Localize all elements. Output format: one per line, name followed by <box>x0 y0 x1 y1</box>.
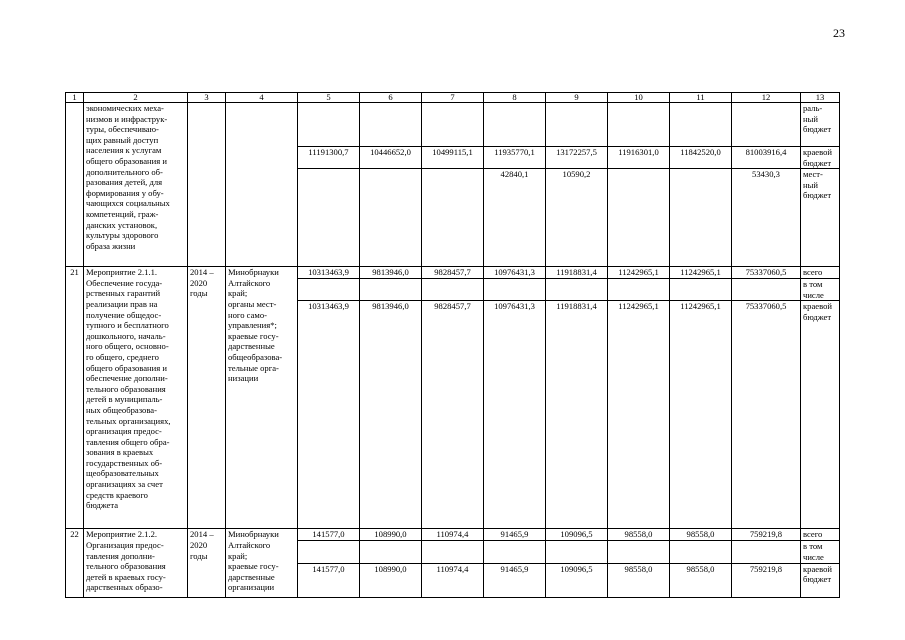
value-cell <box>422 103 484 147</box>
value-cell: 10976431,3 <box>484 267 546 279</box>
header-cell: 9 <box>546 93 608 103</box>
value-cell <box>360 103 422 147</box>
header-cell: 2 <box>84 93 188 103</box>
value-cell <box>670 103 732 147</box>
value-cell <box>484 541 546 563</box>
value-cell: 10446652,0 <box>360 147 422 169</box>
value-cell: 10590,2 <box>546 169 608 267</box>
header-cell: 4 <box>226 93 298 103</box>
funding-source: краевой бюджет <box>801 147 840 169</box>
measure-description: Мероприятие 2.1.1. Обеспечение госуда- рственных гарантий реализации прав на получение общедос- тупного и бесплатного дошкольного, началь- ного общего, основно- го общего, среднего общего образования и обеспечение дополни- тельного образования детей в муниципаль- ных общеобразова- тельных организациях, организация предос- тавления общего обра- зования в краевых государственных об- щеобразовательных организациях за счет средств краевого бюджета <box>84 267 188 529</box>
value-cell: 98558,0 <box>670 529 732 541</box>
value-cell: 110974,4 <box>422 563 484 597</box>
header-cell: 8 <box>484 93 546 103</box>
value-cell <box>670 541 732 563</box>
value-cell <box>484 103 546 147</box>
value-cell: 9813946,0 <box>360 267 422 279</box>
table-row <box>66 103 840 147</box>
value-cell: 11191300,7 <box>298 147 360 169</box>
funding-source: мест- ный бюджет <box>801 169 840 267</box>
value-cell <box>422 169 484 267</box>
value-cell: 9813946,0 <box>360 301 422 529</box>
value-cell: 11918831,4 <box>546 301 608 529</box>
value-cell: 109096,5 <box>546 529 608 541</box>
measure-description: экономических меха- низмов и инфраструк- туры, обеспечиваю- щих равный доступ населения к услугам общего образования и дополнительного об- разования детей, для формирования у обу- чающихся социальных компетенций, граж- данских установок, культуры здорового образа жизни <box>84 103 188 267</box>
header-cell: 11 <box>670 93 732 103</box>
value-cell: 141577,0 <box>298 563 360 597</box>
value-cell <box>732 279 801 301</box>
funding-source: всего <box>801 529 840 541</box>
value-cell: 91465,9 <box>484 563 546 597</box>
header-cell: 5 <box>298 93 360 103</box>
row-number: 21 <box>66 267 84 529</box>
funding-source: краевой бюджет <box>801 301 840 529</box>
value-cell <box>298 541 360 563</box>
value-cell <box>298 169 360 267</box>
table-row <box>66 529 840 541</box>
value-cell <box>546 541 608 563</box>
funding-source: всего <box>801 267 840 279</box>
header-cell: 7 <box>422 93 484 103</box>
value-cell: 9828457,7 <box>422 301 484 529</box>
value-cell: 10313463,9 <box>298 267 360 279</box>
value-cell: 10313463,9 <box>298 301 360 529</box>
value-cell: 11918831,4 <box>546 267 608 279</box>
value-cell: 75337060,5 <box>732 267 801 279</box>
executor-cell <box>226 103 298 267</box>
value-cell: 108990,0 <box>360 563 422 597</box>
value-cell: 11916301,0 <box>608 147 670 169</box>
value-cell <box>732 103 801 147</box>
value-cell <box>298 103 360 147</box>
header-row <box>66 93 840 103</box>
value-cell: 11242965,1 <box>608 301 670 529</box>
value-cell: 10976431,3 <box>484 301 546 529</box>
funding-source: раль- ный бюджет <box>801 103 840 147</box>
value-cell: 42840,1 <box>484 169 546 267</box>
value-cell: 9828457,7 <box>422 267 484 279</box>
value-cell <box>422 541 484 563</box>
value-cell: 11935770,1 <box>484 147 546 169</box>
value-cell: 75337060,5 <box>732 301 801 529</box>
value-cell <box>422 279 484 301</box>
value-cell <box>546 279 608 301</box>
value-cell: 11242965,1 <box>670 301 732 529</box>
header-cell: 1 <box>66 93 84 103</box>
value-cell: 98558,0 <box>608 563 670 597</box>
value-cell: 11842520,0 <box>670 147 732 169</box>
value-cell <box>546 103 608 147</box>
value-cell: 11242965,1 <box>608 267 670 279</box>
executor-cell: Минобрнауки Алтайского край; органы мест- ного само- управления*; краевые госу- дарственные общеобразова- тельные орга- низации <box>226 267 298 529</box>
table-row <box>66 267 840 279</box>
header-cell: 3 <box>188 93 226 103</box>
row-number <box>66 103 84 267</box>
value-cell: 13172257,5 <box>546 147 608 169</box>
value-cell: 91465,9 <box>484 529 546 541</box>
value-cell <box>608 103 670 147</box>
value-cell <box>732 541 801 563</box>
value-cell <box>670 279 732 301</box>
period-cell: 2014 – 2020 годы <box>188 529 226 597</box>
value-cell <box>484 279 546 301</box>
funding-source: краевой бюджет <box>801 563 840 597</box>
value-cell <box>608 169 670 267</box>
value-cell <box>298 279 360 301</box>
page-number: 23 <box>833 26 845 40</box>
executor-cell: Минобрнауки Алтайского край; краевые госу- дарственные организации <box>226 529 298 597</box>
value-cell: 759219,8 <box>732 563 801 597</box>
funding-source: в том числе <box>801 541 840 563</box>
value-cell: 11242965,1 <box>670 267 732 279</box>
value-cell: 98558,0 <box>608 529 670 541</box>
value-cell <box>608 541 670 563</box>
header-cell: 6 <box>360 93 422 103</box>
value-cell: 53430,3 <box>732 169 801 267</box>
value-cell <box>360 169 422 267</box>
funding-source: в том числе <box>801 279 840 301</box>
header-cell: 12 <box>732 93 801 103</box>
value-cell: 141577,0 <box>298 529 360 541</box>
value-cell: 109096,5 <box>546 563 608 597</box>
period-cell <box>188 103 226 267</box>
value-cell: 110974,4 <box>422 529 484 541</box>
value-cell: 759219,8 <box>732 529 801 541</box>
header-cell: 10 <box>608 93 670 103</box>
program-table <box>65 92 840 598</box>
value-cell <box>670 169 732 267</box>
value-cell: 10499115,1 <box>422 147 484 169</box>
value-cell <box>608 279 670 301</box>
value-cell: 108990,0 <box>360 529 422 541</box>
value-cell <box>360 541 422 563</box>
period-cell: 2014 – 2020 годы <box>188 267 226 529</box>
value-cell <box>360 279 422 301</box>
row-number: 22 <box>66 529 84 597</box>
value-cell: 98558,0 <box>670 563 732 597</box>
measure-description: Мероприятие 2.1.2. Организация предос- тавления дополни- тельного образования детей в краевых госу- дарственных образо- <box>84 529 188 597</box>
header-cell: 13 <box>801 93 840 103</box>
value-cell: 81003916,4 <box>732 147 801 169</box>
